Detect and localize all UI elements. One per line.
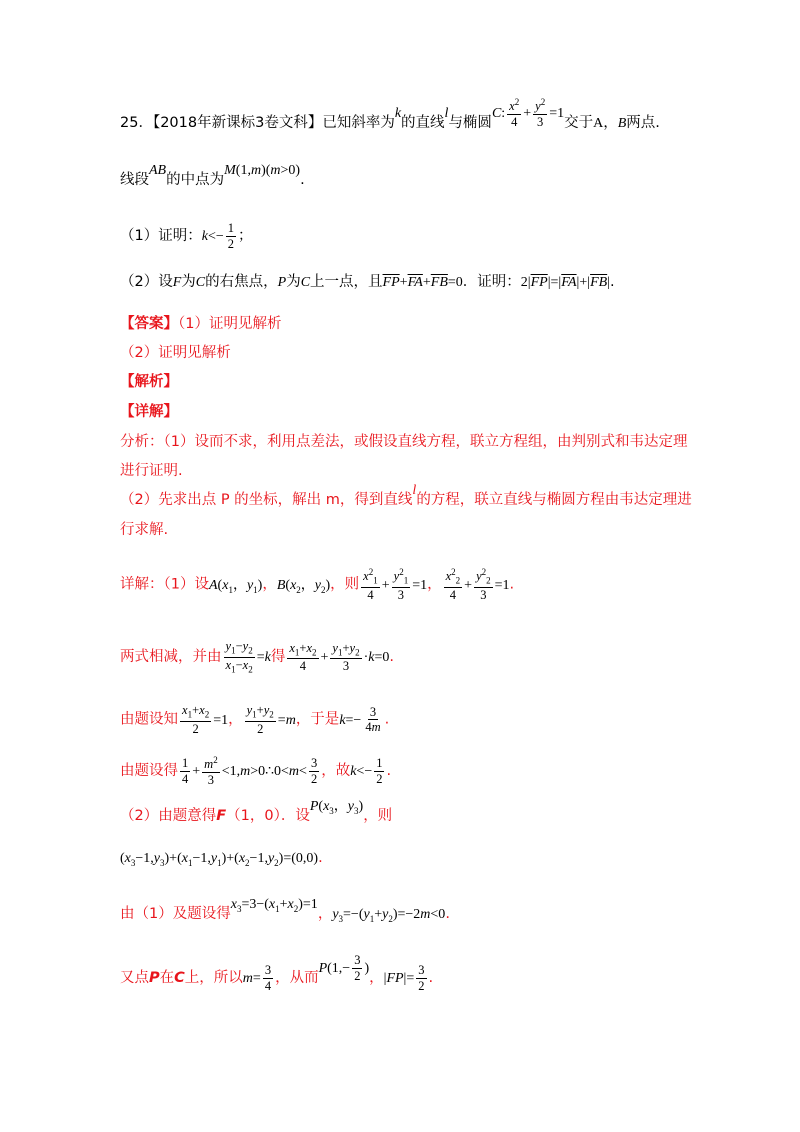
question-part-2: （2）设F为C的右焦点，P为C上一点，且$\overline{FP}+\overline{FA}+\overline{FB}=0$．证明：$2|\overline{FP}|=|\overline{FA}|+|\overline{FB}|$. bbox=[120, 274, 615, 290]
analysis-label: 【解析】 bbox=[120, 374, 178, 390]
solution-line-6: $(x_3-1,y_3)+(x_1-1,y_1)+(x_2-1,y_2)=(0,0)$. bbox=[120, 850, 323, 868]
answer-line-2: （2）证明见解析 bbox=[120, 345, 231, 361]
detail-label: 【详解】 bbox=[120, 404, 178, 420]
analysis-line-3: （2）先求出点 P 的坐标，解出 m，得到直线l的方程，联立直线与椭圆方程由韦达定理进 bbox=[120, 483, 692, 508]
question-line-1: 25．【2018年新课标3卷文科】已知斜率为k的直线l与椭圆C: $\frac{x^2}{4}$ + $\frac{y^2}{3}$ =1交于A，B两点. bbox=[120, 97, 660, 132]
question-header: 25．【2018年新课标3卷文科】 bbox=[120, 115, 323, 132]
answer-label: 【答案】 bbox=[120, 316, 178, 332]
solution-line-4: 由题设得 $\frac{1}{4}$ + $\frac{m^2}{3}$ <1,m>0∴0<m< $\frac{3}{2}$ ，故k<− $\frac{1}{2}$ . bbox=[120, 755, 392, 787]
solution-line-7: 由（1）及题设得$x_3=3-(x_1+x_2)=1$，$y_3=-(y_1+y_2)=-2m<0$. bbox=[120, 897, 450, 924]
solution-line-3: 由题设知 $\frac{x_1+x_2}{2}$ =1， $\frac{y_1+y_2}{2}$ =m，于是k=− $\frac{3}{4m}$ . bbox=[120, 703, 390, 736]
solution-line-2: 两式相减，并由 $\frac{y_1-y_2}{x_1-x_2}$ =k得 $\frac{x_1+x_2}{4}$ + $\frac{y_1+y_2}{3}$ ·k=0. bbox=[120, 639, 394, 674]
question-part-1: （1）证明：k<− $\frac{1}{2}$ ； bbox=[120, 221, 253, 251]
solution-line-1: 详解：（1）设$A(x_1$，$y_1$)，$B(x_2$，$y_2$)，则 $\frac{x^2_1}{4}$ + $\frac{y^2_1}{3}$ =1， $\frac{x^2_2}{4}$ + $\frac{y^2_2}{3}$ =1. bbox=[120, 567, 515, 602]
solution-line-8: 又点P在C上，所以m= $\frac{3}{4}$ ，从而P(1,− $\frac{3}{2}$ )，|FP|= $\frac{3}{2}$ . bbox=[120, 953, 434, 993]
analysis-line-2: 进行证明. bbox=[120, 463, 183, 479]
answer-line-1: 【答案】（1）证明见解析 bbox=[120, 316, 282, 332]
analysis-line-1: 分析：（1）设而不求，利用点差法，或假设直线方程，联立方程组，由判别式和韦达定理 bbox=[120, 434, 688, 450]
solution-line-5: （2）由题意得F（1，0）．设$P(x_3$，$y_3$)，则 bbox=[120, 799, 393, 824]
analysis-line-4: 行求解. bbox=[120, 522, 169, 538]
question-line-2: 线段AB的中点为M(1,m)(m>0). bbox=[120, 163, 305, 188]
